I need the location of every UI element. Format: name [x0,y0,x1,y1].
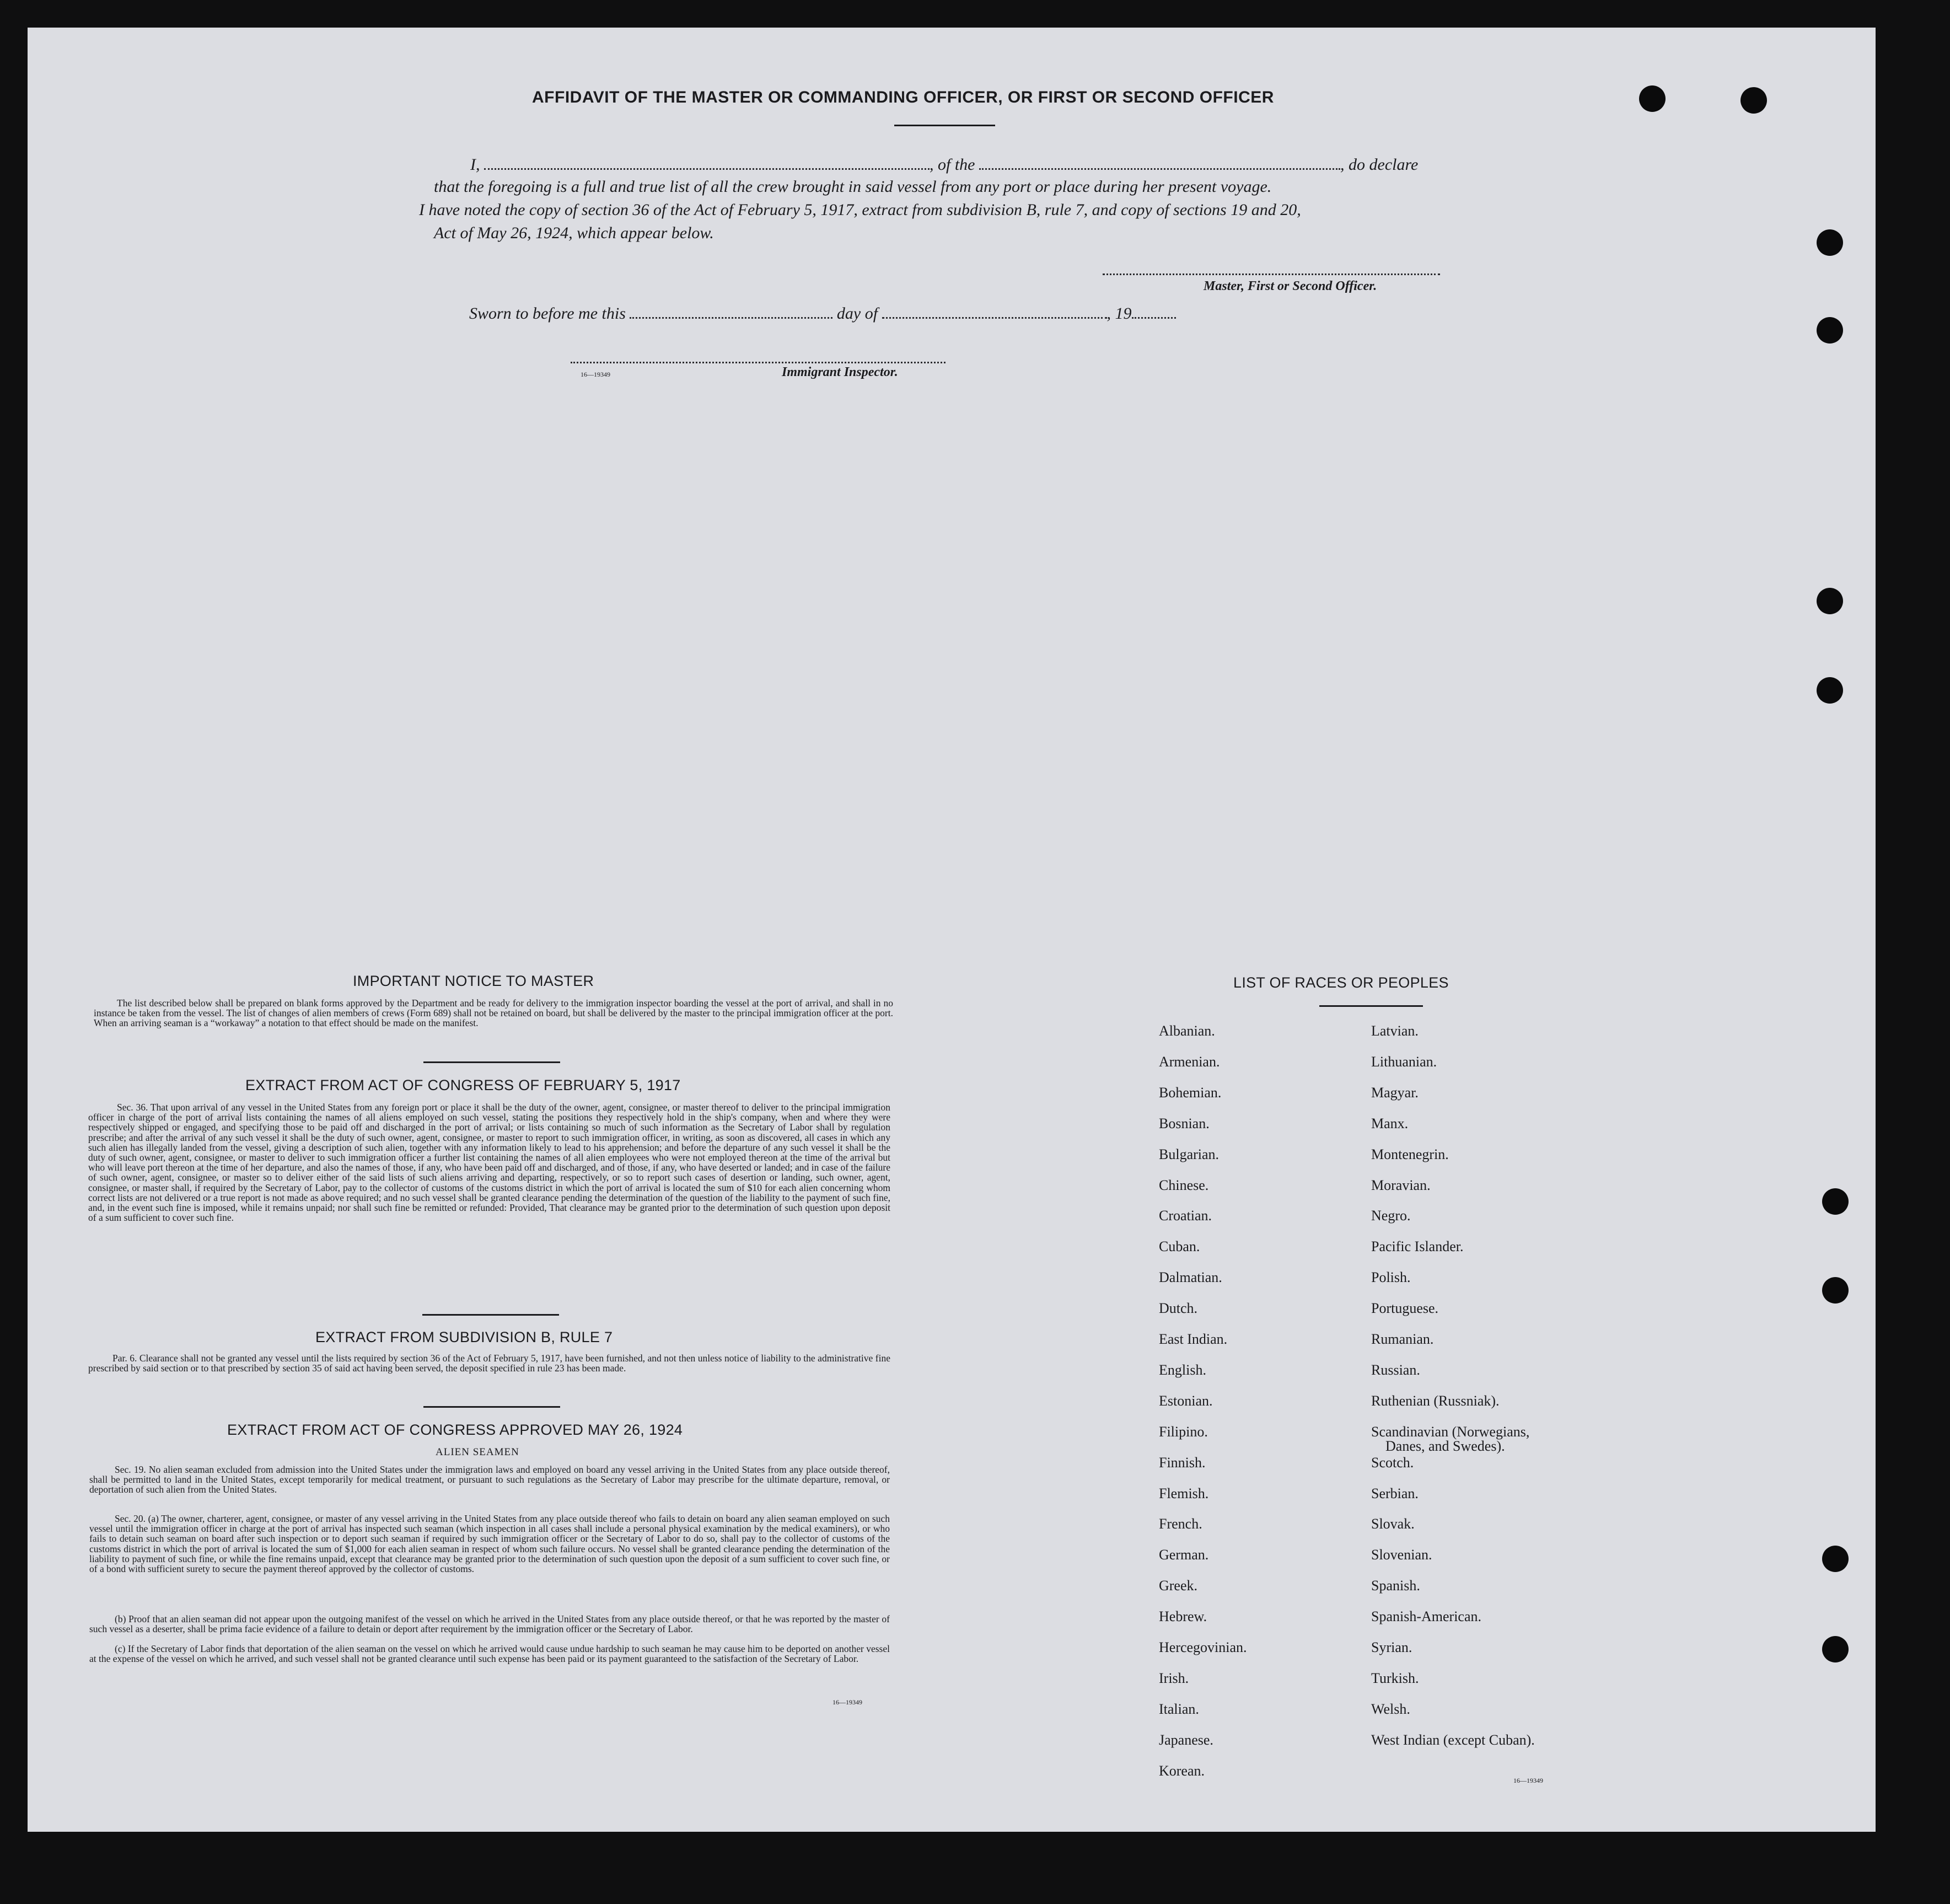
vessel-name-field[interactable] [979,164,1340,170]
race-item: Croatian. [1159,1208,1212,1224]
race-item: Finnish. [1159,1454,1206,1471]
race-item: Lithuanian. [1371,1053,1437,1070]
section-divider [423,1406,560,1408]
race-item: Hercegovinian. [1159,1639,1247,1655]
binder-hole [1817,317,1843,344]
race-item: Serbian. [1371,1485,1419,1501]
affidavit-line-2: that the foregoing is a full and true list of all the crew brought in said vessel from any port or place during her present voyage. [434,178,1272,196]
race-item: Chinese. [1159,1177,1209,1193]
race-item: Montenegrin. [1371,1146,1449,1162]
race-item: Moravian. [1371,1177,1431,1193]
extract-1924-sec19: Sec. 19. No alien seaman excluded from admission into the United States under the immigration laws and employed on board any vessel arriving in the United States from any place outside thereof, shall be permitted to land in the United States, except temporarily for medical treatment, or pursuant to such regulations as the Secretary of Labor may prescribe for the ultimate departure, removal, or deportation of such alien from the United States. [89,1464,890,1495]
section-divider [422,1314,559,1316]
binder-hole [1817,677,1843,704]
race-item: Manx. [1371,1115,1409,1131]
day-of-label: day of [836,304,878,323]
race-item: English. [1159,1361,1206,1378]
race-item: Scotch. [1371,1454,1414,1471]
binder-hole [1822,1277,1849,1304]
extract-1924-sec20a: Sec. 20. (a) The owner, charterer, agent, consignee, or master of any vessel arriving in the United States from any place outside thereof who fails to detain on board any alien seaman employed on such vessel until the immigration officer in charge at the port of arrival has inspected such seaman (which inspection in all cases shall include a personal physical examination by the medical examiners), or who fails to detain such seaman on board after such inspection or to deport such seaman if required by such immigration officer or the Secretary of Labor to do so, shall pay to the collector of customs of the customs district in which the port of arrival is located the sum of $1,000 for each alien seaman in respect of whom such failure occurs. No vessel shall be granted clearance pending the determination of the liability to payment of such fine, or while the fine remains unpaid, except that clearance may be granted prior to the determination of such question upon the deposit of a sum sufficient to cover such fine, or of a bond with sufficient surety to secure the payment thereof approved by the collector of customs. [89,1513,890,1575]
extract-1924-sec20c: (c) If the Secretary of Labor finds that deportation of the alien seaman on the vessel on which he arrived would cause undue hardship to such seaman he may cause him to be deported on another vessel at the expense of the vessel on which he arrived, and such vessel shall not be granted clearance until such expense has been paid or its payment guaranteed to the satisfaction of the Secretary of Labor. [89,1643,890,1665]
race-item: Estonian. [1159,1392,1213,1409]
declarant-name-field[interactable] [484,164,930,170]
declarant-label: I, [470,155,480,174]
of-the-label: , of the [930,155,975,174]
binder-hole [1822,1636,1849,1662]
master-signature-field[interactable] [1103,269,1440,275]
race-item: Dutch. [1159,1300,1198,1317]
extract-rule7-title: EXTRACT FROM SUBDIVISION B, RULE 7 [315,1329,613,1345]
race-item: Flemish. [1159,1485,1209,1501]
race-item: Russian. [1371,1361,1420,1378]
race-item: Korean. [1159,1762,1205,1779]
binder-hole [1639,85,1666,112]
race-item: Slovenian. [1371,1547,1432,1563]
binder-hole [1822,1546,1849,1572]
extract-rule7-text: Par. 6. Clearance shall not be granted any vessel until the lists required by section 36 of the Act of February 5, 1917, have been furnished, and not then unless notice of liability to the administrative fine prescribed by said section or to that prescribed by section 35 of said act having been served, the deposit specified in rule 23 has been made. [88,1353,890,1374]
affidavit-title: AFFIDAVIT OF THE MASTER OR COMMANDING OFFICER, OR FIRST OR SECOND OFFICER [532,88,1274,106]
extract-form-number: 16—19349 [832,1698,862,1706]
binder-hole [1817,588,1843,614]
inspector-signature-label: Immigrant Inspector. [782,365,898,379]
extract-1924-subtitle: ALIEN SEAMEN [436,1446,519,1458]
extract-1917-text: Sec. 36. That upon arrival of any vessel in the United States from any foreign port or place it shall be the duty of the owner, agent, consignee, or master thereof to deliver to the principal immigration officer in charge of the port of arrival lists containing the names of all aliens employed on such vessel, stating the positions they respectively hold in the ship's company, when and where they were respectively shipped or engaged, and specifying those to be paid off and discharged in the port of arrival; or lists containing so much of such information as the Secretary of Labor shall by regulation prescribe; and after the arrival of any such vessel it shall be the duty of such owner, agent, consignee, or master to report to such immigration officer, in writing, as soon as discovered, all cases in which any such alien has illegally landed from the vessel, giving a description of such alien, together with any information likely to lead to his apprehension; and before the departure of any such vessel it shall be the duty of such owner, agent, consignee, or master to deliver to such immigration officer a further list containing the names of all alien employees who were not employed thereon at the time of the arrival but who will leave port thereon at the time of her departure, and also the names of those, if any, who have been paid off and discharged, and of those, if any, who have deserted or landed; and in case of the failure of such owner, agent, consignee, or master so to deliver either of the said lists of such aliens arriving and departing, respectively, or so to report such cases of desertion or landing, such owner, agent, consignee, or master shall, if required by the Secretary of Labor, pay to the collector of customs of the customs district in which the port of arrival is located the sum of $10 for each alien concerning whom correct lists are not delivered or a true report is not made as above required; and no such vessel shall be granted clearance pending the determination of the question of the liability to the payment of such fine, and, in the event such fine is imposed, while it remains unpaid; nor shall such fine be remitted or refunded: Provided, That clearance may be granted prior to the determination of such question upon deposit of a sum sufficient to cover such fine. [88,1102,890,1224]
affidavit-line-1 [470,155,1418,174]
race-item: West Indian (except Cuban). [1371,1731,1535,1748]
races-divider [1319,1005,1423,1007]
race-item: Syrian. [1371,1639,1412,1655]
race-item: Albanian. [1159,1023,1215,1039]
master-signature-label: Master, First or Second Officer. [1204,279,1377,293]
race-item: French. [1159,1516,1202,1532]
title-divider [894,125,995,126]
race-item: Bulgarian. [1159,1146,1220,1162]
race-item: German. [1159,1547,1209,1563]
race-item: Negro. [1371,1208,1411,1224]
race-item: Bohemian. [1159,1084,1222,1101]
race-item: Dalmatian. [1159,1269,1222,1286]
affidavit-line-4: Act of May 26, 1924, which appear below. [434,224,714,242]
binder-hole [1741,87,1767,114]
race-item: Latvian. [1371,1023,1419,1039]
sworn-label: Sworn to before me this [469,304,626,323]
race-item: Polish. [1371,1269,1411,1286]
race-item: Bosnian. [1159,1115,1210,1131]
sworn-year-field[interactable] [1132,313,1176,319]
sworn-line [469,304,1176,323]
race-item: East Indian. [1159,1331,1228,1347]
race-item: Rumanian. [1371,1331,1434,1347]
race-item: Turkish. [1371,1670,1419,1686]
affidavit-form-number: 16—19349 [581,371,610,378]
races-form-number: 16—19349 [1513,1777,1543,1784]
race-item: Cuban. [1159,1238,1200,1255]
race-item: Japanese. [1159,1731,1213,1748]
sworn-month-field[interactable] [882,313,1107,319]
race-item: Armenian. [1159,1053,1220,1070]
race-item: Slovak. [1371,1516,1415,1532]
sworn-day-field[interactable] [630,313,832,319]
race-item: Filipino. [1159,1423,1208,1440]
do-declare-label: , do declare [1340,155,1419,174]
notice-title: IMPORTANT NOTICE TO MASTER [353,973,594,989]
binder-hole [1822,1188,1849,1215]
race-item: Italian. [1159,1701,1199,1717]
races-title: LIST OF RACES OR PEOPLES [1233,974,1449,991]
race-item: Hebrew. [1159,1608,1207,1625]
race-item: Irish. [1159,1670,1189,1686]
race-item: Welsh. [1371,1701,1410,1717]
inspector-signature-field[interactable] [571,357,946,363]
year-label: , 19 [1106,304,1132,323]
extract-1924-sec20b: (b) Proof that an alien seaman did not appear upon the outgoing manifest of the vessel on which he arrived in the United States from any place outside thereof, or that he was reported by the master of such vessel as a deserter, shall be prima facie evidence of a failure to detain or deport after requirement by the immigration officer or the Secretary of Labor. [89,1613,890,1635]
race-item: Danes, and Swedes). [1385,1438,1505,1454]
race-item: Greek. [1159,1578,1198,1594]
race-item: Portuguese. [1371,1300,1439,1317]
race-item: Magyar. [1371,1084,1419,1101]
extract-1924-title: EXTRACT FROM ACT OF CONGRESS APPROVED MAY 26, 1924 [227,1422,683,1438]
race-item: Spanish-American. [1371,1608,1482,1625]
race-item: Pacific Islander. [1371,1238,1464,1255]
race-item: Scandinavian (Norwegians, [1371,1423,1530,1440]
section-divider [423,1061,560,1063]
extract-1917-title: EXTRACT FROM ACT OF CONGRESS OF FEBRUARY 5, 1917 [245,1077,681,1093]
affidavit-line-3: I have noted the copy of section 36 of the Act of February 5, 1917, extract from subdivision B, rule 7, and copy of sections 19 and 20, [419,201,1301,219]
binder-hole [1817,229,1843,256]
race-item: Spanish. [1371,1578,1420,1594]
race-item: Ruthenian (Russniak). [1371,1392,1500,1409]
notice-text: The list described below shall be prepared on blank forms approved by the Department and be ready for delivery to the immigration inspector boarding the vessel at the port of arrival, and shall in no instance be taken from the vessel. The list of changes of alien members of crews (Form 689) shall not be retained on board, but shall be delivered by the master to the principal immigration officer at the port. When an arriving seaman is a “workaway” a notation to that effect should be made on the manifest. [94,997,893,1029]
